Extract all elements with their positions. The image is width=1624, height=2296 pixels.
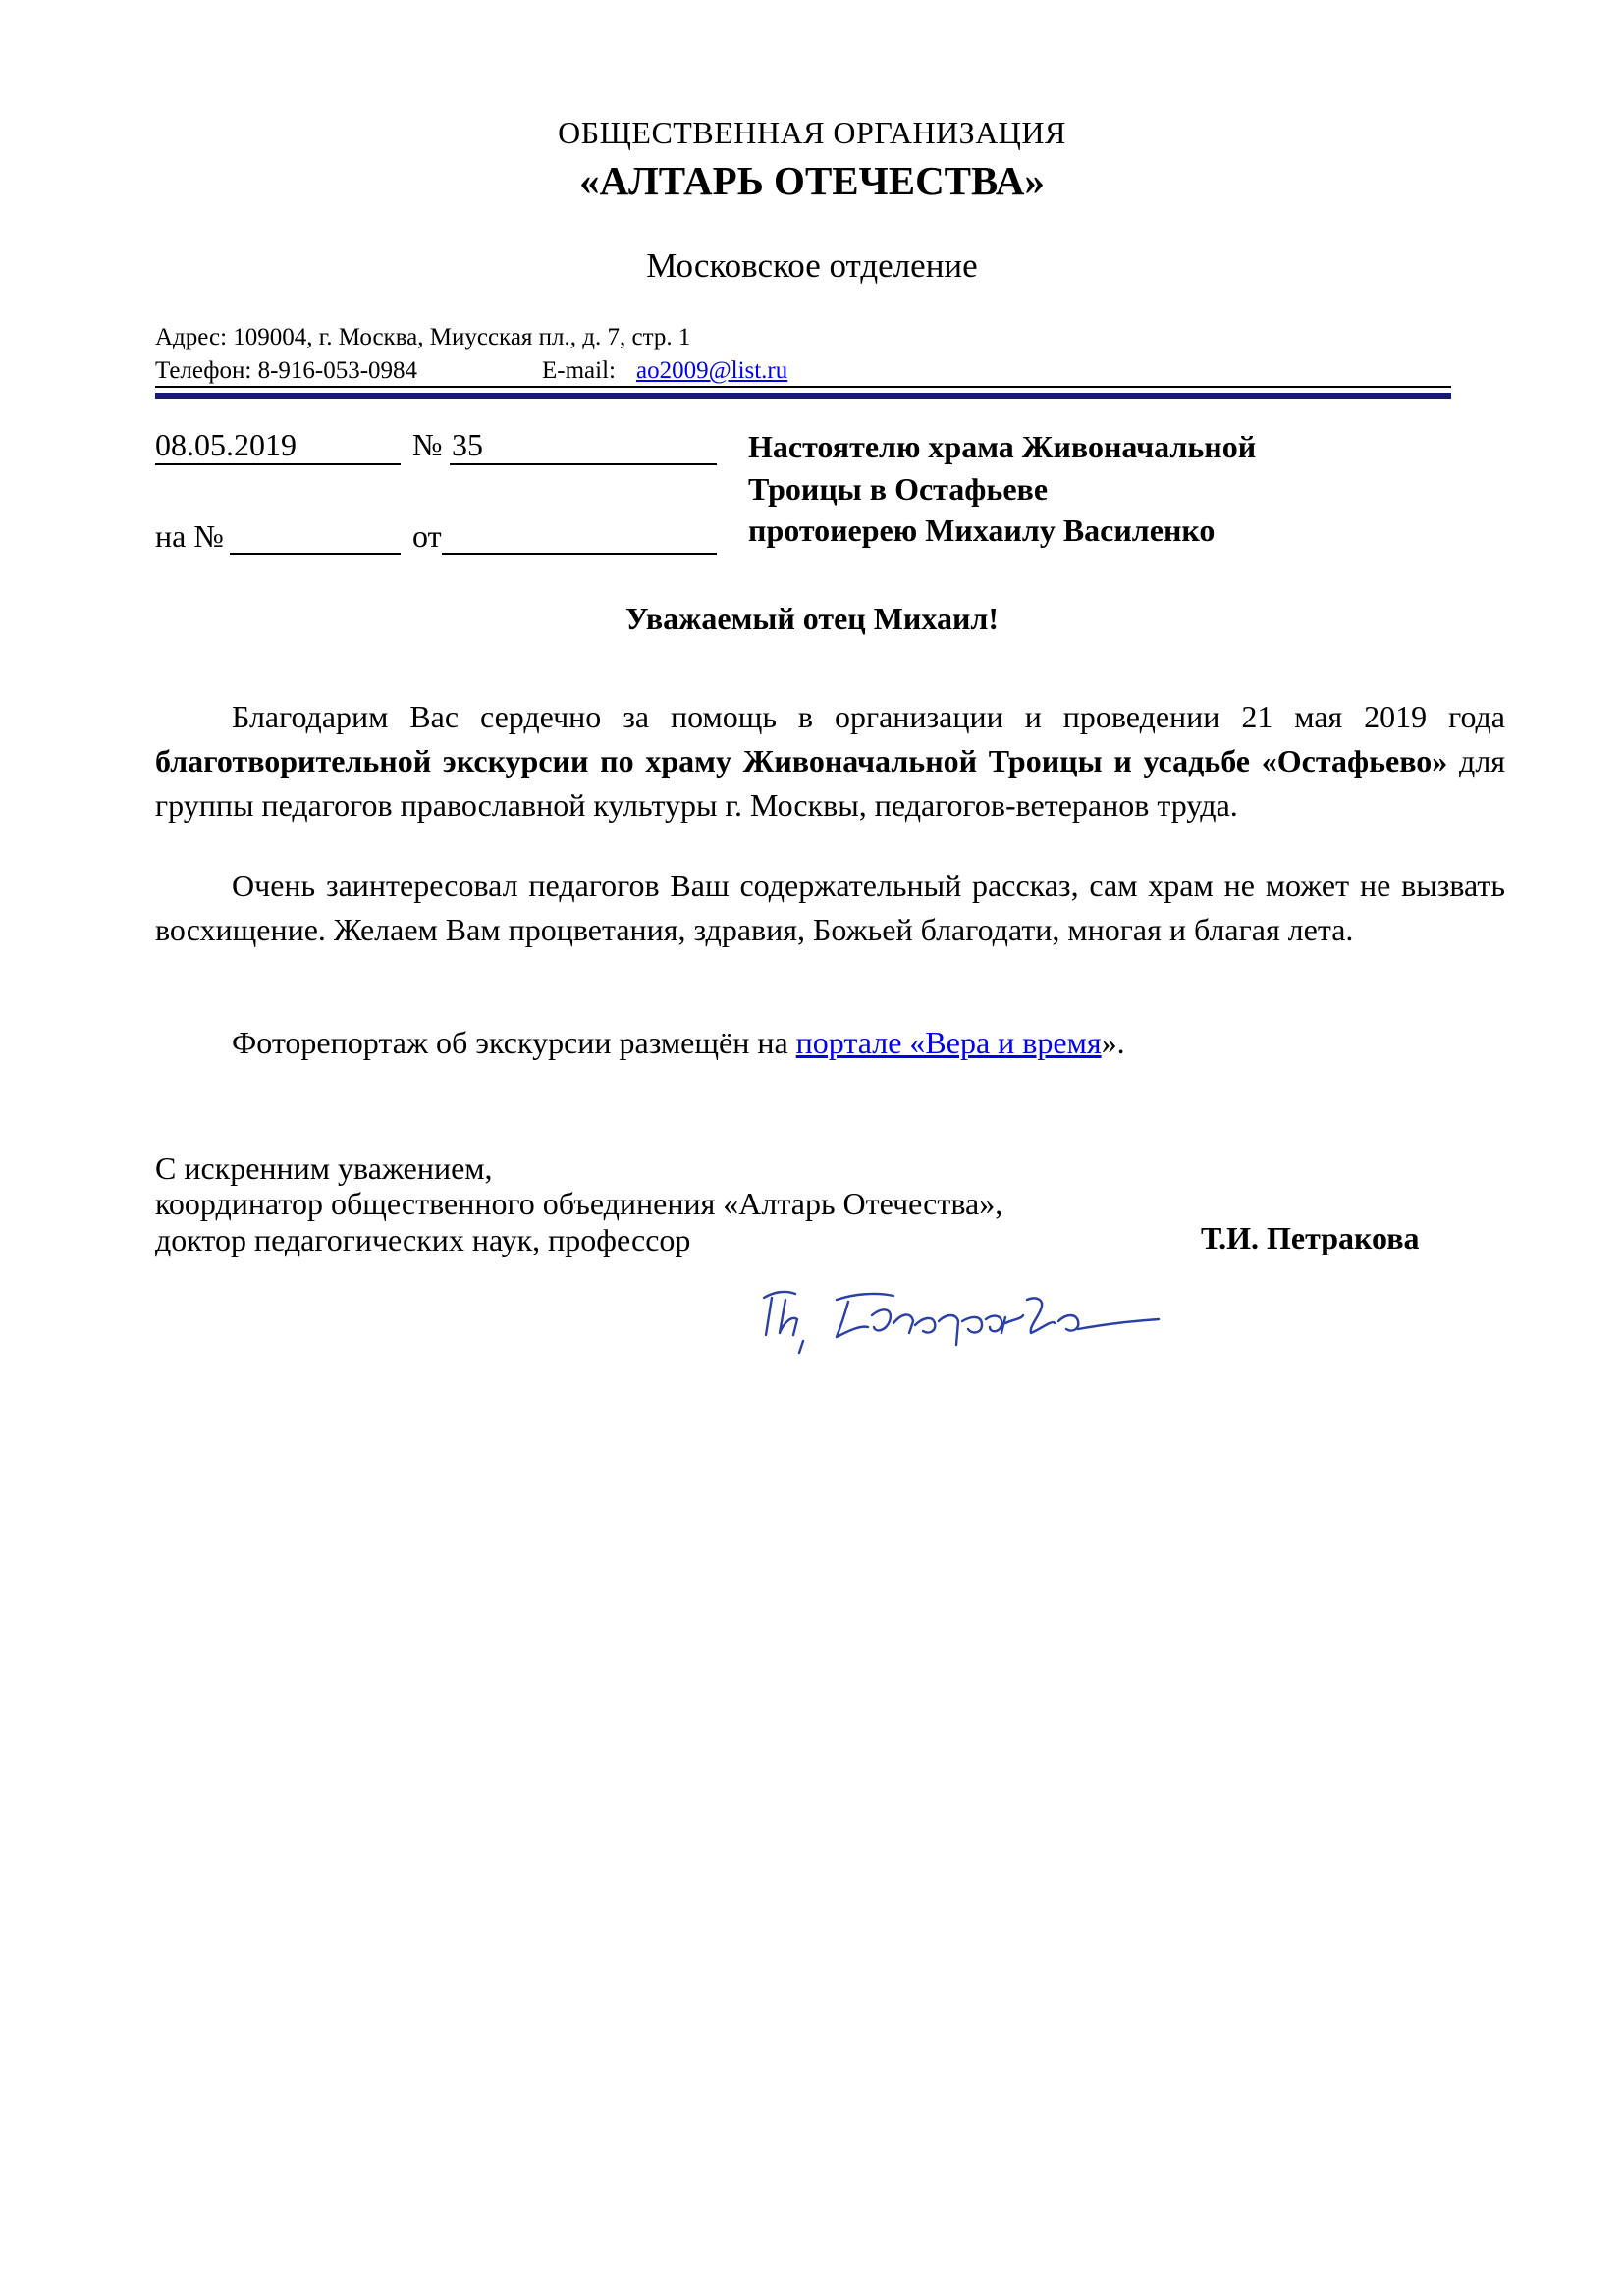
p1-end: для группы педагогов православной культуры г. Москвы, педагогов-ветеранов труда. [155,743,1506,823]
org-type-heading: ОБЩЕСТВЕННАЯ ОРГАНИЗАЦИЯ [558,115,1066,150]
number-label: № [412,427,443,462]
body-paragraph-1 [155,695,1505,828]
email-label: E-mail: [542,357,616,384]
closing-line-1: С искренним уважением, [155,1150,493,1186]
body-paragraph-2: Очень заинтересовал педагогов Ваш содержательный рассказ, сам храм не может не вызвать восхищение. Желаем Вам процветания, здравия, Божьей благодати, многая и благая лета. [155,868,1505,947]
p3-start: Фоторепортаж об экскурсии размещён на [232,1025,796,1060]
p1-start: Благодарим Вас сердечно за помощь в организации и проведении 21 мая 2019 года [232,699,1505,734]
closing-line-2: координатор общественного объединения «Алтарь Отечества», [155,1186,1003,1221]
p3-end: ». [1101,1025,1125,1060]
ref-from-underline [442,553,717,555]
number-underline [450,463,717,465]
salutation: Уважаемый отец Михаил! [625,601,999,636]
handwritten-signature [746,1276,1178,1374]
ref-number-underline [230,553,401,555]
header-divider-thick [155,393,1451,399]
signer-name: Т.И. Петракова [1201,1220,1420,1255]
p1-bold: благотворительной экскурсии по храму Живоначальной Троицы и усадьбе «Остафьево» [155,743,1448,778]
addressee-line-1: Настоятелю храма Живоначальной [748,429,1257,464]
ref-from-label: от [412,518,442,554]
header-divider-thin [155,386,1451,388]
date-underline [155,463,401,465]
email-link[interactable]: ao2009@list.ru [636,357,788,384]
phone-line: Телефон: 8-916-053-0984 [155,357,418,384]
branch-name: Московское отделение [646,246,978,285]
body-paragraph-3 [155,1021,1505,1065]
address-line: Адрес: 109004, г. Москва, Миусская пл., д. 7, стр. 1 [155,324,691,350]
org-name-heading: «АЛТАРЬ ОТЕЧЕСТВА» [579,158,1045,203]
addressee-line-3: протоиерею Михаилу Василенко [748,512,1216,548]
outgoing-date: 08.05.2019 [155,427,297,462]
addressee-line-2: Троицы в Остафьеве [748,471,1049,507]
ref-number-label: на № [155,518,224,554]
outgoing-number: 35 [452,427,483,462]
closing-line-3: доктор педагогических наук, профессор [155,1222,691,1257]
portal-link[interactable]: портале «Вера и время [795,1025,1102,1060]
